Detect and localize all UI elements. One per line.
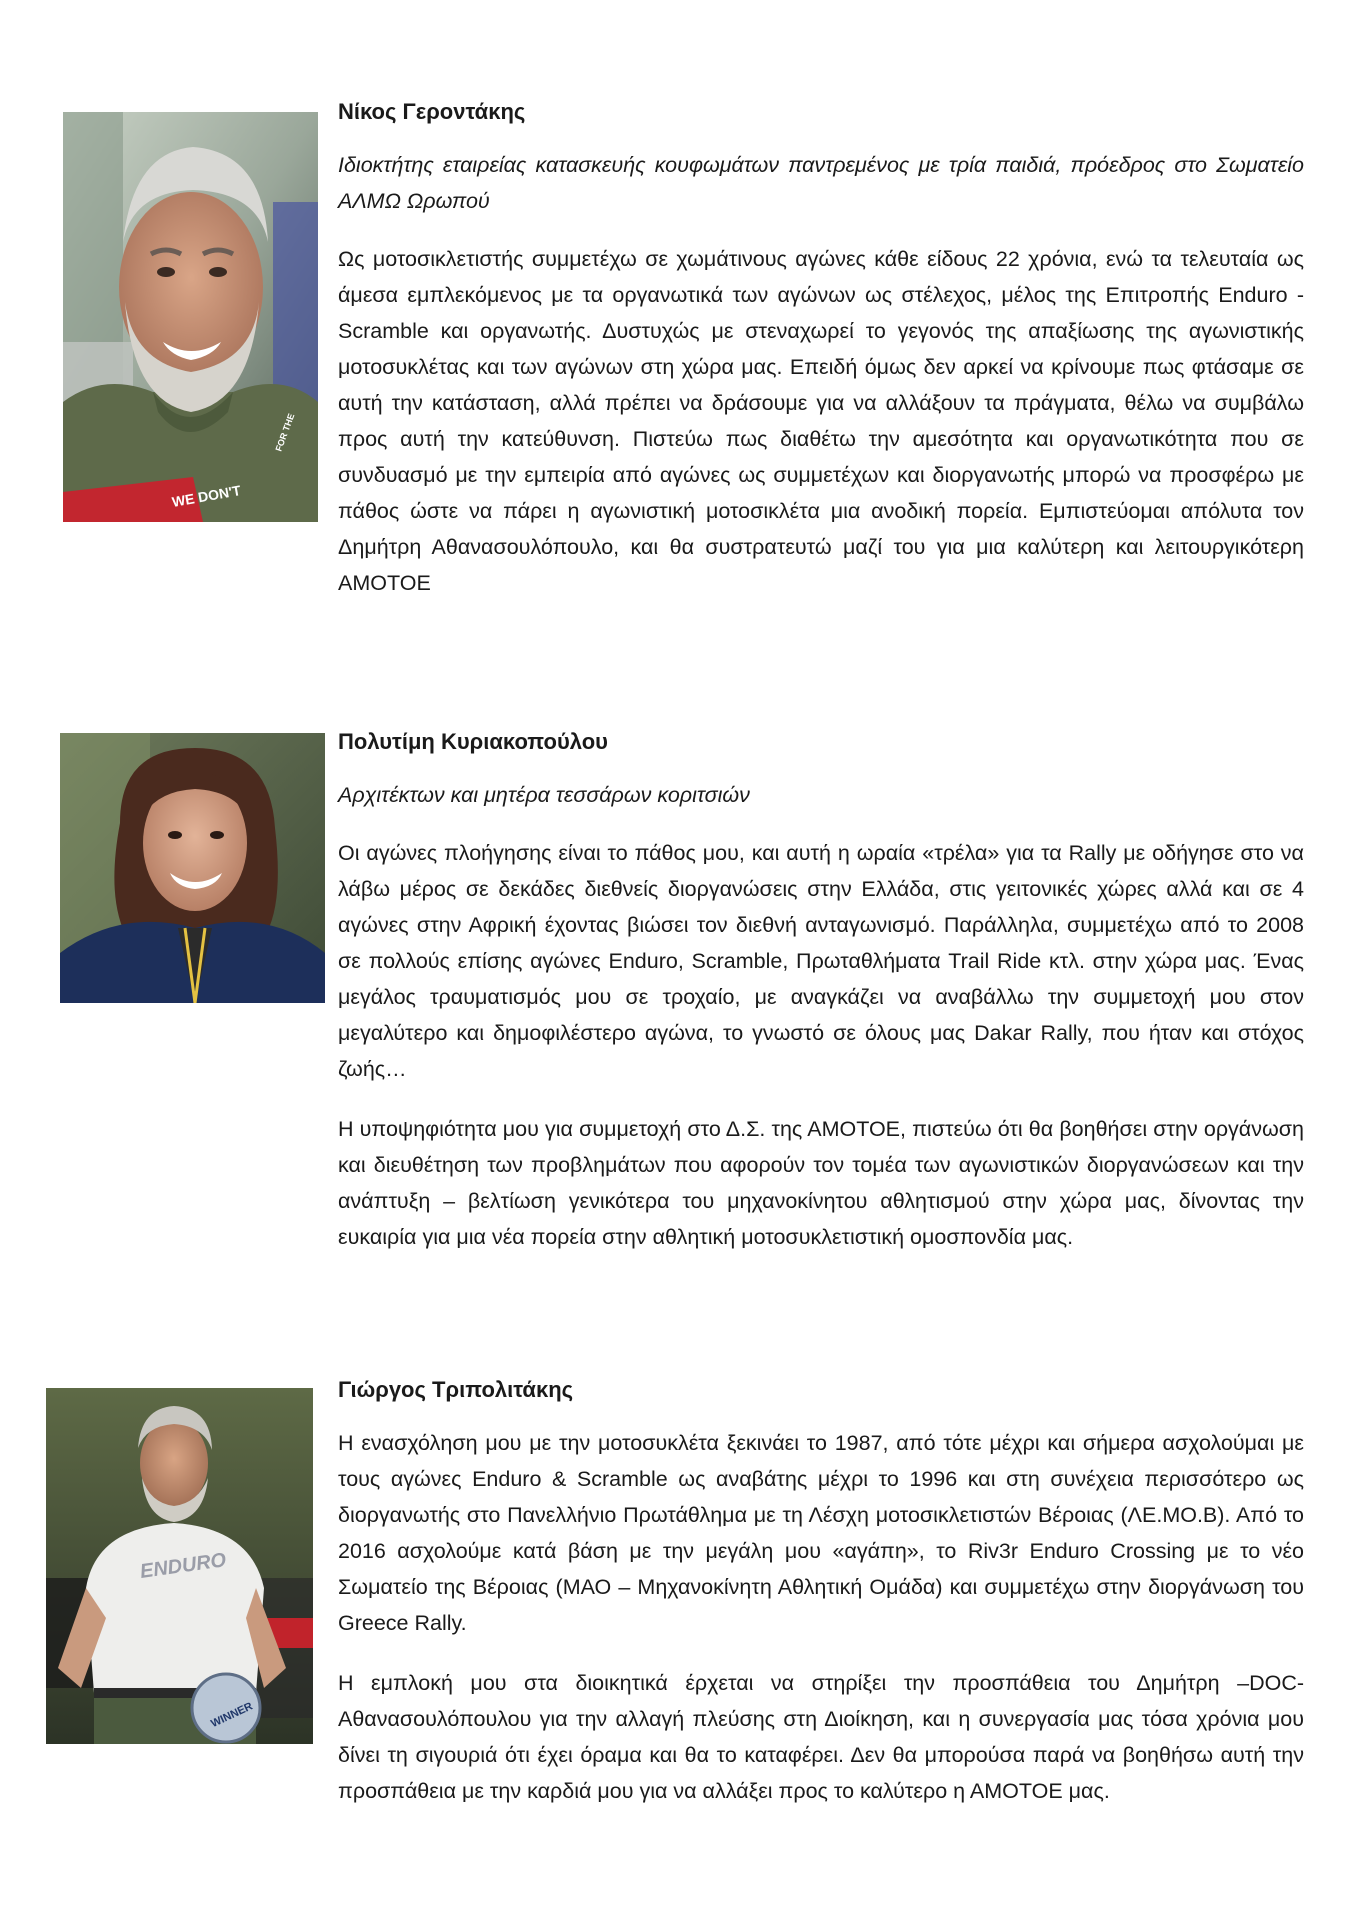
- candidate-role: Ιδιοκτήτης εταιρείας κατασκευής κουφωμάτων παντρεμένος με τρία παιδιά, πρόεδρος στο Σωματείο ΑΛΜΩ Ωρωπού: [338, 153, 1304, 213]
- shirt-print-text: ENDURO: [138, 1549, 228, 1583]
- plate-print-text: WINNER: [209, 1700, 255, 1731]
- candidate-bio-paragraph: Ως μοτοσικλετιστής συμμετέχω σε χωμάτινους αγώνες κάθε είδους 22 χρόνια, ενώ τα τελευταία ως άμεσα εμπλεκόμενος με τα οργανωτικά των αγώνων ως στέλεχος, μέλος της Επιτροπής Enduro - Scramble και οργανωτής. Δυστυχώς με στεναχωρεί το γεγονός της απαξίωσης της αγωνιστικής μοτοσυκλέτας και των αγώνων στη χώρα μας. Επειδή όμως δεν αρκεί να κρίνουμε πως φτάσαμε σε αυτή την κατάσταση, αλλά πρέπει να δράσουμε για να αλλάξουν τα πράγματα, θέλω να συμβάλω προς αυτή την κατεύθυνση. Πιστεύω πως διαθέτω την αμεσότητα και οργανωτικότητα που σε συνδυασμό με την εμπειρία από αγώνες ως συμμετέχων και διοργανωτής μπορώ να προσφέρω με πάθος ώστε να πάρει η αγωνιστική μοτοσικλέτα μια ανοδική πορεία. Εμπιστεύομαι απόλυτα τον Δημήτρη Αθανασουλόπουλο, και θα συστρατευτώ μαζί του για μια καλύτερη και λειτουργικότερη ΑΜΟΤΟΕ: [338, 247, 1304, 595]
- portrait-man-white-shirt: [46, 1388, 313, 1744]
- candidate-role: Αρχιτέκτων και μητέρα τεσσάρων κοριτσιών: [338, 783, 750, 807]
- portrait-woman-dark-hair: [60, 733, 325, 1003]
- candidate-bio-paragraph: Οι αγώνες πλοήγησης είναι το πάθος μου, και αυτή η ωραία «τρέλα» για τα Rally με οδήγησε στο να λάβω μέρος σε δεκάδες διεθνείς διοργανώσεις στην Ελλάδα, στις γειτονικές χώρες αλλά και σε 4 αγώνες στην Αφρική έχοντας βιώσει τον διεθνή ανταγωνισμό. Παράλληλα, συμμετέχω από το 2008 σε πολλούς επίσης αγώνες Enduro, Scramble, Πρωταθλήματα Trail Ride κτλ. στην χώρα μας. Ένας μεγάλος τραυματισμός μου σε τροχαίο, με αναγκάζει να αναβάλλω την συμμετοχή μου στον μεγαλύτερο και δημοφιλέστερο αγώνα, το γνωστό σε όλους μας Dakar Rally, που ήταν και στόχος ζωής…: [338, 841, 1304, 1081]
- candidate-name: Νίκος Γεροντάκης: [338, 99, 526, 124]
- candidate-bio-paragraph: Η υποψηφιότητα μου για συμμετοχή στο Δ.Σ. της ΑΜΟΤΟΕ, πιστεύω ότι θα βοηθήσει στην οργάνωση και διευθέτηση των προβλημάτων που αφορούν τον τομέα των αγωνιστικών διοργανώσεων και την ανάπτυξη – βελτίωση γενικότερα του μηχανοκίνητου αθλητισμού στην χώρα μας, δίνοντας την ευκαιρία για μια νέα πορεία στην αθλητική μοτοσυκλετιστική ομοσπονδία μας.: [338, 1117, 1304, 1249]
- candidate-photo-1: [63, 112, 318, 522]
- candidate-bio-paragraph: Η ενασχόληση μου με την μοτοσυκλέτα ξεκινάει το 1987, από τότε μέχρι και σήμερα ασχολούμαι με τους αγώνες Enduro & Scramble ως αναβάτης μέχρι το 1996 και στη συνέχεια περισσότερο ως διοργανωτής στο Πανελλήνιο Πρωτάθλημα με τη Λέσχη μοτοσικλετιστών Βέροιας (ΛΕ.ΜΟ.Β). Από το 2016 ασχολούμε κατά βάση με την μεγάλη μου «αγάπη», το Riv3r Enduro Crossing με το νέο Σωματείο της Βέροιας (ΜΑΟ – Μηχανοκίνητη Αθλητική Ομάδα) και συμμετέχω στην διοργάνωση του Greece Rally.: [338, 1431, 1304, 1635]
- candidate-photo-2: [60, 733, 325, 1003]
- shirt-print-text-2: FOR THE: [273, 412, 297, 453]
- portrait-man-grey-hair: [63, 112, 318, 522]
- candidate-text-3: [338, 1375, 1304, 1809]
- candidate-name: Πολυτίμη Κυριακοπούλου: [338, 729, 608, 754]
- candidate-bio-paragraph: Η εμπλοκή μου στα διοικητικά έρχεται να στηρίξει την προσπάθεια του Δημήτρη –DOC- Αθανασουλόπουλου για την αλλαγή πλεύσης στη Διοίκηση, και η συνεργασία μας τόσα χρόνια μου δίνει τη σιγουριά ότι έχει όραμα και θα το καταφέρει. Δεν θα μπορούσα παρά να βοηθήσω αυτή την προσπάθεια με την καρδιά μου για να αλλάξει προς το καλύτερο η ΑΜΟΤΟΕ μας.: [338, 1671, 1304, 1803]
- candidate-text-2: [338, 727, 1304, 1255]
- candidate-photo-3: [46, 1388, 313, 1744]
- candidate-text-1: [338, 97, 1304, 601]
- shirt-print-text: WE DON'T: [170, 482, 242, 510]
- candidate-name: Γιώργος Τριπολιτάκης: [338, 1377, 574, 1402]
